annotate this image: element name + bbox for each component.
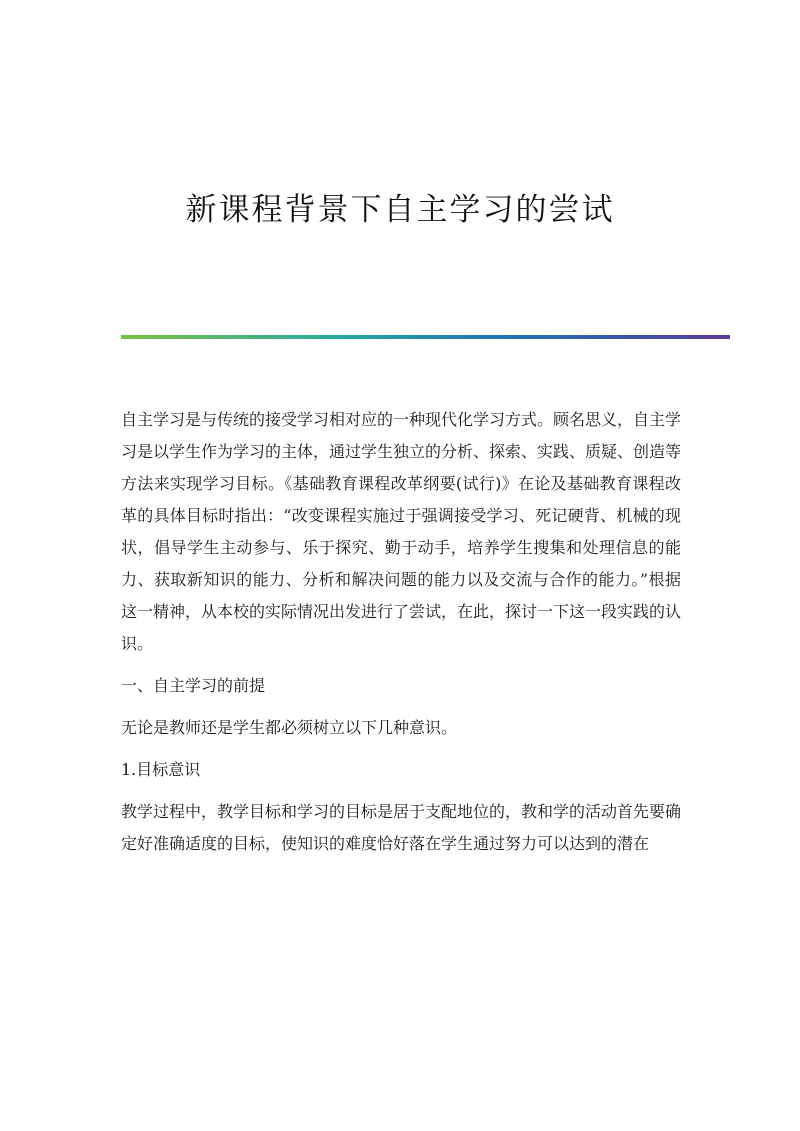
section-heading: 一、自主学习的前提 <box>121 676 266 695</box>
document-body <box>121 404 681 860</box>
document-title: 新课程背景下自主学习的尝试 <box>185 192 615 228</box>
subsection-heading: 1.目标意识 <box>121 760 201 779</box>
intro-paragraph: 自主学习是与传统的接受学习相对应的一种现代化学习方式。顾名思义，自主学习是以学生作为学习的主体，通过学生独立的分析、探索、实践、质疑、创造等方法来实现学习目标。《基础教育课程改革纲要(试行)》在论及基础教育课程改革的具体目标时指出：“改变课程实施过于强调接受学习、死记硬背、机械的现状，倡导学生主动参与、乐于探究、勤于动手，培养学生搜集和处理信息的能力、获取新知识的能力、分析和解决问题的能力以及交流与合作的能力。”根据这一精神，从本校的实际情况出发进行了尝试，在此，探讨一下这一段实践的认识。 <box>121 410 682 653</box>
title-divider <box>121 335 730 339</box>
subsection-paragraph: 教学过程中，教学目标和学习的目标是居于支配地位的，教和学的活动首先要确定好准确适度的目标，使知识的难度恰好落在学生通过努力可以达到的潜在 <box>121 802 682 853</box>
section-paragraph: 无论是教师还是学生都必须树立以下几种意识。 <box>121 718 458 737</box>
